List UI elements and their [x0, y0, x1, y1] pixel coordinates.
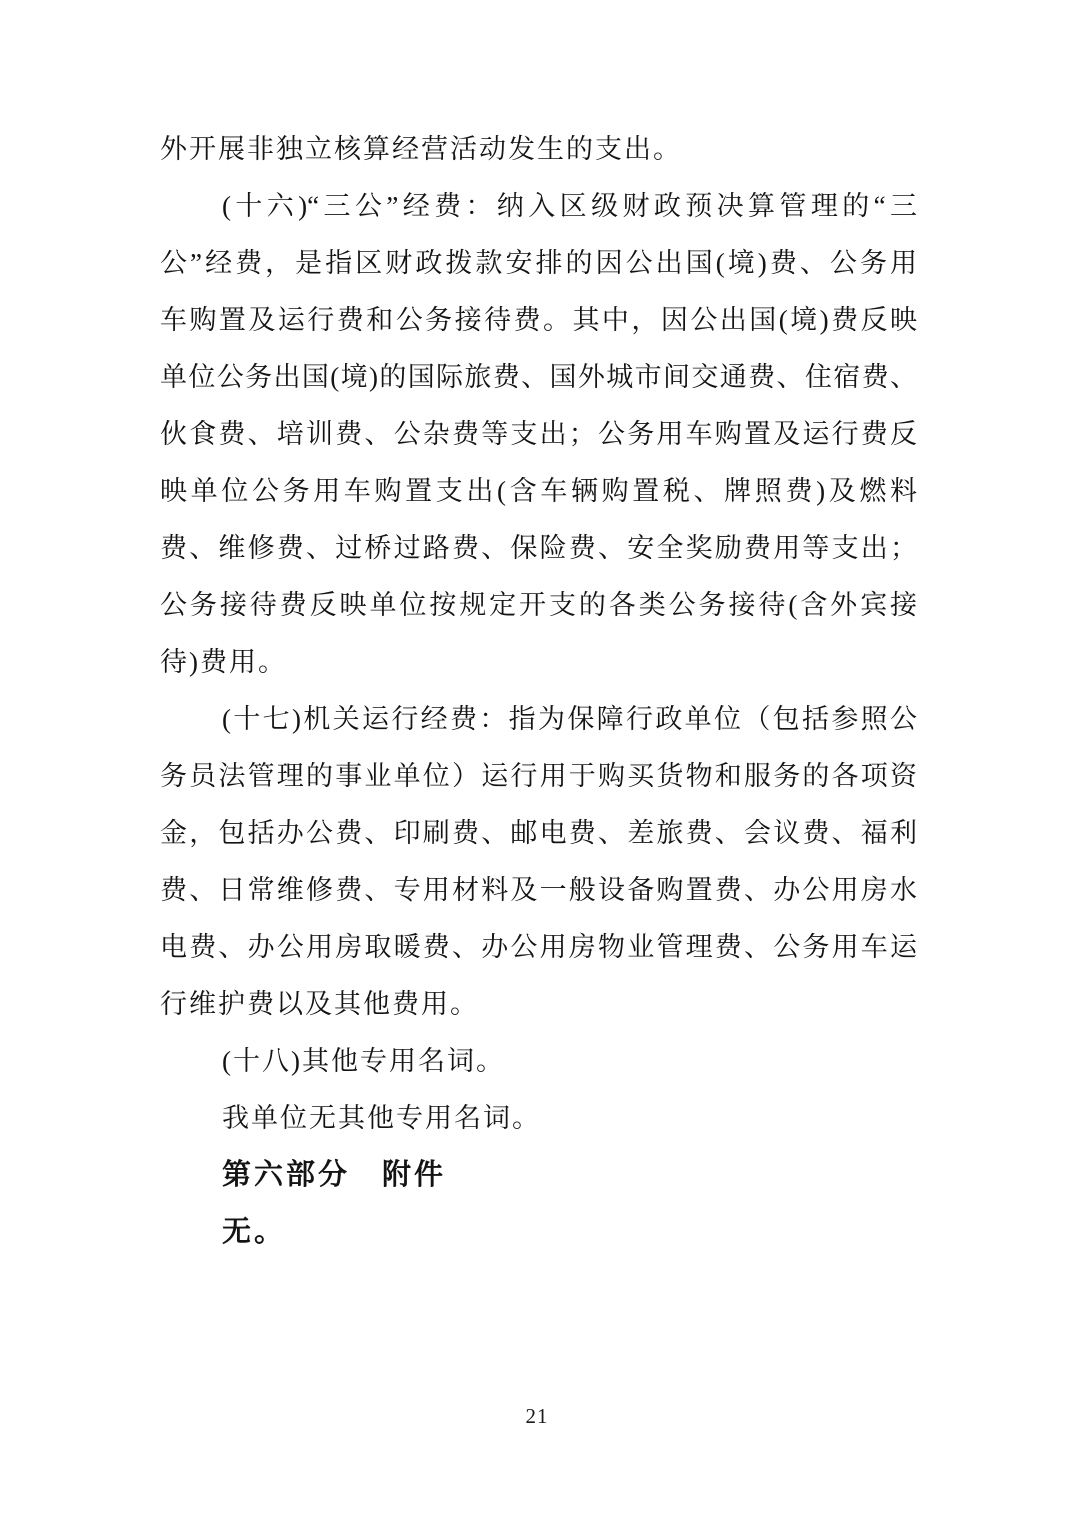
document-line: 伙食费、培训费、公杂费等支出；公务用车购置及运行费反 — [160, 419, 917, 449]
document-line: 费、维修费、过桥过路费、保险费、安全奖励费用等支出； — [160, 533, 917, 563]
document-line: 公”经费，是指区财政拨款安排的因公出国(境)费、公务用 — [160, 248, 917, 278]
document-line: 费、日常维修费、专用材料及一般设备购置费、办公用房水 — [160, 875, 917, 905]
document-line: 电费、办公用房取暖费、办公用房物业管理费、公务用车运 — [160, 932, 917, 962]
document-line: 务员法管理的事业单位）运行用于购买货物和服务的各项资 — [160, 761, 917, 791]
document-line: 单位公务出国(境)的国际旅费、国外城市间交通费、住宿费、 — [160, 362, 917, 392]
document-line: 我单位无其他专用名词。 — [222, 1103, 541, 1133]
document-line: 映单位公务用车购置支出(含车辆购置税、牌照费)及燃料 — [160, 476, 917, 506]
document-line: (十八)其他专用名词。 — [222, 1046, 505, 1076]
document-text-block — [160, 121, 917, 1261]
section-heading: 第六部分 附件 — [222, 1159, 447, 1191]
document-line: 公务接待费反映单位按规定开支的各类公务接待(含外宾接 — [160, 590, 917, 620]
document-line: 待)费用。 — [160, 647, 287, 677]
document-line: 行维护费以及其他费用。 — [160, 989, 479, 1019]
document-line: 外开展非独立核算经营活动发生的支出。 — [160, 134, 682, 164]
document-line: 金，包括办公费、印刷费、邮电费、差旅费、会议费、福利 — [160, 818, 917, 848]
document-line: (十七)机关运行经费：指为保障行政单位（包括参照公 — [222, 704, 917, 734]
section-body-none: 无。 — [222, 1216, 287, 1248]
document-line: 车购置及运行费和公务接待费。其中，因公出国(境)费反映 — [160, 305, 917, 335]
document-line: (十六)“三公”经费：纳入区级财政预决算管理的“三 — [222, 191, 917, 221]
page-number: 21 — [525, 1404, 549, 1428]
